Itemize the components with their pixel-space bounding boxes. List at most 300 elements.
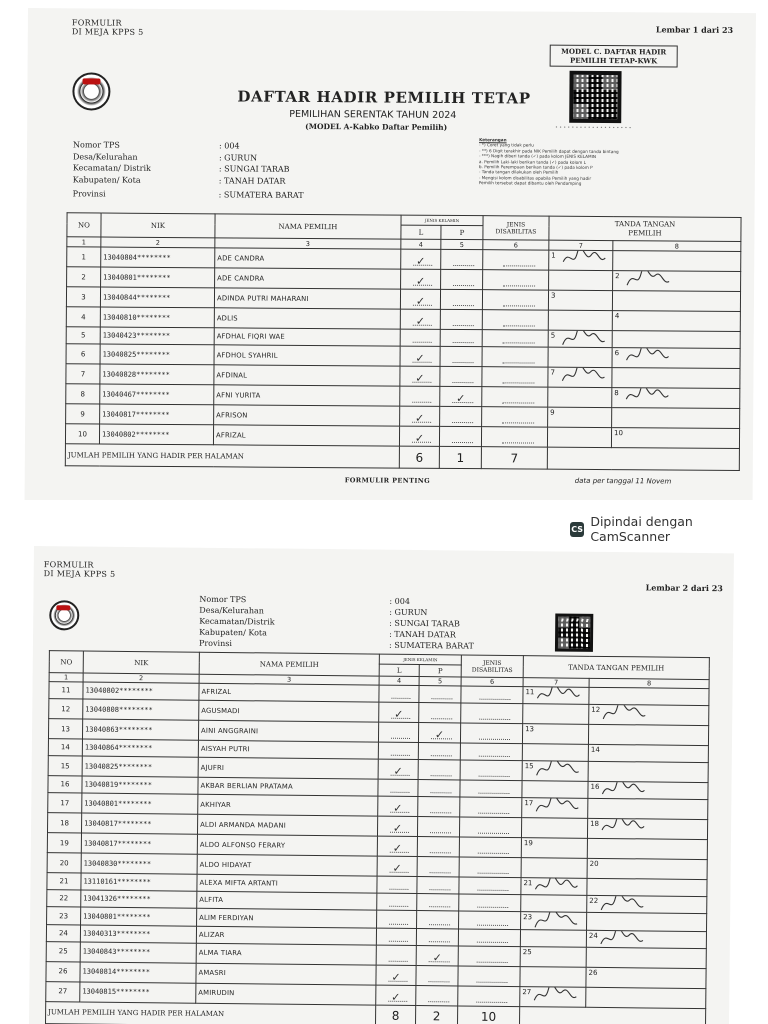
row-disabilitas	[461, 703, 523, 724]
row-signature-left	[548, 367, 612, 387]
row-disabilitas	[482, 330, 548, 348]
row-nik: 13040830********	[81, 853, 197, 874]
signature-number: 24	[588, 931, 598, 940]
row-signature-right	[613, 271, 741, 292]
row-disabilitas	[458, 966, 520, 987]
handwritten-signature	[625, 348, 671, 367]
row-gender-l	[376, 965, 416, 985]
row-signature-left	[547, 427, 611, 447]
handwritten-signature	[533, 878, 579, 896]
signature-number: 8	[614, 389, 619, 398]
col-index: 8	[589, 678, 709, 688]
col-index: 4	[401, 239, 441, 249]
signature-number: 7	[550, 368, 555, 377]
total-l: 8	[375, 1005, 415, 1024]
row-nama: AFRISON	[214, 405, 400, 426]
row-gender-l	[401, 269, 441, 289]
row-signature-right	[612, 408, 740, 429]
row-disabilitas	[483, 250, 549, 270]
row-gender-l	[400, 289, 440, 309]
row-no: 11	[49, 682, 83, 699]
row-signature-left	[522, 798, 588, 819]
row-signature-right	[587, 913, 707, 931]
row-disabilitas	[460, 743, 522, 761]
header-ttd-line2: PEMILIH	[628, 228, 662, 237]
row-nik: 13040801********	[81, 907, 197, 925]
row-signature-left	[522, 761, 588, 782]
row-disabilitas	[482, 407, 548, 427]
footer-date: data per tanggal 11 Novem	[574, 476, 672, 486]
header-nik: NIK	[101, 213, 215, 238]
row-signature-left	[520, 966, 586, 987]
header-no: NO	[67, 213, 101, 237]
row-gender-l	[400, 406, 440, 426]
row-disabilitas	[482, 367, 548, 387]
handwritten-signature	[561, 330, 607, 348]
row-gender-p	[440, 329, 482, 346]
table-body	[46, 682, 709, 1009]
signature-number: 14	[590, 745, 600, 755]
notes-block	[479, 137, 695, 187]
row-nama: AKBAR BERLIAN PRATAMA	[198, 777, 378, 796]
model-box	[550, 45, 678, 68]
row-nama: AISYAH PUTRI	[198, 740, 378, 759]
header-tanda-tangan	[549, 216, 741, 241]
header-ttd-line1: TANDA TANGAN	[614, 219, 676, 229]
info-value: : SUNGAI TARAB	[389, 618, 460, 629]
signature-number: 20	[589, 860, 599, 869]
header-jenis-kelamin: JENIS KELAMIN	[401, 215, 483, 226]
row-signature-right	[588, 762, 708, 783]
row-nama: AMASRI	[196, 963, 376, 985]
handwritten-signature	[560, 367, 606, 386]
row-nama: AJUFRI	[198, 757, 378, 779]
header-tanda-tangan: TANDA TANGAN PEMILIH	[523, 656, 709, 680]
qr-code-icon	[569, 71, 621, 123]
row-gender-p	[440, 407, 482, 427]
check-mark-l: ✓	[414, 411, 425, 425]
signature-number: 27	[522, 987, 532, 996]
row-nik: 13041326********	[81, 890, 197, 908]
row-signature-right	[588, 744, 708, 762]
row-no: 10	[65, 424, 99, 444]
row-nik: 13040863********	[82, 719, 198, 740]
signature-number: 1	[551, 251, 556, 260]
row-disabilitas	[458, 929, 520, 947]
kpu-logo-icon	[72, 72, 110, 110]
header-disabilitas-line1: JENIS	[506, 220, 526, 228]
row-nama: AGUSMADI	[199, 700, 379, 722]
row-nama: AKHIYAR	[198, 795, 378, 817]
signature-number: 13	[525, 725, 535, 734]
info-value: : GURUN	[218, 152, 258, 163]
row-nama: ALIM FERDIYAN	[197, 909, 377, 928]
header-disabilitas	[483, 216, 549, 240]
row-gender-l	[376, 985, 416, 1005]
row-gender-l	[377, 856, 417, 876]
col-index: 8	[613, 241, 741, 252]
row-disabilitas	[482, 347, 548, 367]
row-no: 20	[47, 853, 81, 873]
row-nik: 13040825********	[100, 344, 214, 365]
signature-number: 26	[588, 968, 598, 977]
row-no: 19	[47, 833, 81, 853]
row-signature-left	[521, 838, 587, 859]
row-nama: AFRIZAL	[213, 425, 399, 446]
header-p: P	[419, 665, 461, 677]
row-signature-left	[548, 347, 612, 367]
row-nama: ALDO ALFONSO FERARY	[197, 835, 377, 857]
row-signature-right	[589, 687, 709, 705]
row-gender-p	[440, 387, 482, 407]
signature-number: 19	[523, 839, 533, 848]
row-no: 12	[49, 699, 83, 719]
model-box-line2: PEMILIH TETAP-KWK	[569, 55, 658, 66]
col-index: 6	[461, 677, 523, 687]
row-no: 27	[46, 981, 80, 1001]
row-nik: 13040843********	[80, 942, 196, 963]
info-value: : TANAH DATAR	[218, 175, 286, 186]
col-index: 1	[67, 237, 101, 247]
row-nama: ALDI ARMANDA MADANI	[197, 815, 377, 837]
check-mark-p: ✓	[432, 950, 442, 964]
info-label: Provinsi	[198, 638, 232, 649]
kpu-logo-icon	[49, 600, 79, 630]
check-mark-l: ✓	[415, 294, 426, 308]
info-label: Kabupaten/ Kota	[199, 627, 267, 638]
row-gender-p	[417, 837, 459, 857]
header-no: NO	[49, 651, 83, 673]
row-no: 6	[66, 344, 100, 364]
camscanner-text: Dipindai dengan CamScanner	[590, 514, 693, 544]
check-mark-l: ✓	[392, 822, 403, 836]
row-nama: AFDHAL FIQRI WAE	[214, 328, 400, 346]
row-signature-right	[587, 879, 707, 897]
row-disabilitas	[482, 387, 548, 407]
row-signature-right	[587, 896, 707, 914]
note-line: - Mengisi kolom disabilitas apabila Pemilih yang hadir	[478, 174, 592, 181]
handwritten-signature	[534, 798, 580, 817]
header-nik: NIK	[83, 651, 199, 674]
row-nik: 13040828********	[100, 364, 214, 385]
info-value: : 004	[389, 596, 411, 606]
signature-number: 25	[522, 947, 532, 956]
row-nik: 13040815********	[80, 982, 196, 1003]
row-nik: 13110161********	[81, 873, 197, 891]
handwritten-signature	[601, 704, 647, 723]
row-gender-p	[417, 877, 459, 895]
row-nik: 13040810********	[100, 307, 214, 328]
check-mark-l: ✓	[391, 990, 401, 1004]
row-gender-p	[441, 249, 483, 269]
handwritten-signature	[600, 782, 646, 800]
formulir-line1: FORMULIR	[43, 560, 94, 570]
header-disabilitas	[461, 655, 523, 678]
attendance-sheet-page-1	[25, 8, 756, 505]
handwritten-signature	[561, 250, 607, 269]
row-gender-l	[377, 816, 417, 836]
row-nama: ALEXA MIFTA ARTANTI	[197, 875, 377, 894]
row-nik: 13040802********	[99, 424, 213, 445]
signature-number: 18	[590, 820, 600, 829]
row-gender-l	[377, 836, 417, 856]
row-nik: 13040804********	[101, 247, 215, 268]
row-gender-p	[440, 289, 482, 309]
row-disabilitas	[481, 427, 547, 447]
row-signature-left	[548, 290, 612, 310]
camscanner-logo-icon: CS	[570, 522, 584, 537]
row-gender-l	[377, 911, 417, 929]
signature-number: 6	[614, 349, 620, 358]
row-signature-right	[586, 930, 706, 948]
row-nik: 13040423********	[100, 327, 214, 345]
handwritten-signature	[532, 986, 578, 1005]
document-title: DAFTAR HADIR PEMILIH TETAP	[237, 87, 531, 108]
row-gender-l	[378, 722, 418, 742]
row-signature-right	[586, 987, 706, 1008]
row-signature-left	[549, 250, 613, 270]
row-no: 23	[47, 907, 81, 924]
check-mark-p: ✓	[434, 728, 445, 742]
total-signature-area	[547, 447, 739, 470]
info-row-provinsi	[199, 638, 474, 652]
row-disabilitas	[483, 270, 549, 290]
row-no: 22	[47, 890, 81, 907]
signature-number: 15	[524, 762, 534, 771]
row-gender-l	[400, 346, 440, 366]
total-l: 6	[399, 446, 439, 468]
row-gender-p	[418, 797, 460, 817]
row-no: 21	[47, 873, 81, 890]
info-value: : TANAH DATAR	[389, 629, 456, 640]
header-nama: NAMA PEMILIH	[215, 214, 401, 239]
voter-attendance-table	[45, 650, 710, 1024]
row-no: 4	[66, 307, 100, 327]
document-subtitle: PEMILIHAN SERENTAK TAHUN 2024	[289, 108, 457, 121]
col-index: 2	[101, 237, 215, 248]
row-signature-left	[523, 704, 589, 725]
row-signature-right	[612, 291, 740, 312]
row-signature-right	[589, 704, 709, 725]
row-nama: ALDO HIDAYAT	[197, 855, 377, 877]
note-line: - *) Coret yang tidak perlu	[479, 142, 534, 148]
row-disabilitas	[459, 857, 521, 878]
check-mark-p: ✓	[456, 392, 466, 406]
voter-attendance-table	[65, 212, 742, 471]
signature-number: 10	[614, 429, 623, 438]
row-gender-p	[440, 367, 482, 387]
check-mark-l: ✓	[392, 842, 403, 856]
row-no: 16	[48, 776, 82, 793]
col-index: 2	[83, 673, 199, 683]
row-gender-p	[416, 965, 458, 985]
row-signature-right	[611, 428, 739, 449]
row-signature-right	[612, 388, 740, 409]
row-gender-l	[376, 928, 416, 946]
note-line: - ***) Nagih diberi tanda (✓) pada kolom JENIS KELAMIN	[478, 153, 597, 160]
row-gender-l	[379, 702, 419, 722]
row-no: 13	[48, 719, 82, 739]
header-jenis-kelamin: JENIS KELAMIN	[379, 654, 461, 665]
row-gender-l	[376, 945, 416, 965]
row-disabilitas	[459, 837, 521, 858]
row-no: 14	[48, 739, 82, 756]
header-disabilitas-line1: JENIS	[483, 659, 502, 667]
total-signature-area	[519, 1006, 705, 1024]
row-nama: AINI ANGGRAINI	[198, 720, 378, 742]
row-gender-l	[400, 309, 440, 329]
row-no: 24	[46, 924, 80, 941]
row-disabilitas	[460, 797, 522, 818]
row-signature-right	[586, 947, 706, 968]
footer-label: FORMULIR PENTING	[344, 476, 431, 485]
row-nama: ALIZAR	[196, 926, 376, 945]
row-gender-l	[378, 742, 418, 760]
row-nik: 13040802********	[83, 682, 199, 700]
row-nama: ADLIS	[214, 308, 400, 329]
row-disabilitas	[461, 686, 523, 704]
row-signature-right	[613, 251, 741, 272]
row-gender-p	[416, 985, 458, 1005]
row-no: 7	[66, 364, 100, 384]
row-signature-left	[548, 407, 612, 427]
row-gender-p	[440, 309, 482, 329]
row-no: 26	[46, 961, 80, 981]
row-gender-l	[379, 685, 419, 703]
row-nama: ADINDA PUTRI MAHARANI	[214, 288, 400, 309]
row-disabilitas	[458, 986, 520, 1007]
total-label: JUMLAH PEMILIH YANG HADIR PER HALAMAN	[46, 1001, 376, 1024]
location-info	[199, 594, 474, 652]
note-line: - **) 6 Digit terakhir pada NIK Pemilih dapat dengan tanda bintang	[478, 147, 619, 154]
row-gender-p	[418, 743, 460, 761]
row-disabilitas	[460, 760, 522, 781]
info-row-kabupaten	[73, 174, 304, 187]
camscanner-badge	[570, 514, 768, 544]
signature-number: 17	[524, 799, 534, 808]
note-line: - Tanda tangan dilakukan oleh Pemilih	[478, 169, 559, 176]
row-signature-right	[587, 859, 707, 880]
row-gender-p	[417, 894, 459, 912]
signature-number: 22	[589, 897, 599, 906]
info-label: Kabupaten/ Kota	[72, 174, 141, 185]
row-disabilitas	[459, 877, 521, 895]
sheet-number: Lembar 1 dari 23	[655, 24, 734, 35]
header-l: L	[379, 664, 419, 676]
row-nama: ADE CANDRA	[215, 248, 401, 269]
row-disabilitas	[459, 894, 521, 912]
row-gender-p	[416, 945, 458, 965]
row-gender-p	[417, 857, 459, 877]
row-signature-right	[612, 311, 740, 332]
col-index: 7	[523, 678, 589, 688]
attendance-sheet-page-2	[29, 546, 734, 1024]
col-index: 4	[379, 676, 419, 685]
row-signature-left	[520, 946, 586, 967]
header-l: L	[401, 225, 441, 239]
info-value: : SUMATERA BARAT	[388, 640, 474, 651]
row-signature-left	[548, 310, 612, 330]
check-mark-l: ✓	[392, 862, 402, 876]
row-gender-l	[399, 426, 439, 446]
row-signature-left	[521, 912, 587, 930]
row-gender-p	[419, 686, 461, 704]
info-label: Desa/Kelurahan	[72, 151, 138, 162]
row-nik: 13040825********	[82, 756, 198, 777]
model-subtitle: (MODEL A-Kabko Daftar Pemilih)	[305, 121, 448, 132]
row-gender-l	[377, 893, 417, 911]
row-gender-l	[378, 779, 418, 797]
info-value: : 004	[219, 141, 240, 151]
info-value: : SUMATERA BARAT	[218, 190, 304, 200]
row-disabilitas	[459, 817, 521, 838]
row-nama: AFDHOL SYAHRIL	[214, 345, 400, 366]
row-gender-p	[418, 723, 460, 743]
header-nama: NAMA PEMILIH	[199, 652, 379, 676]
location-info	[73, 139, 304, 201]
row-signature-left	[521, 818, 587, 839]
info-row-provinsi	[73, 188, 304, 201]
handwritten-signature	[535, 761, 581, 780]
handwritten-signature	[535, 687, 581, 705]
col-index: 5	[441, 239, 483, 249]
row-nama: ALFITA	[197, 892, 377, 911]
check-mark-l: ✓	[415, 351, 425, 365]
row-gender-l	[400, 366, 440, 386]
row-no: 15	[48, 756, 82, 776]
row-signature-left	[522, 744, 588, 762]
row-gender-l	[401, 249, 441, 269]
info-label: Nomor TPS	[73, 140, 120, 150]
header-disabilitas-line2: DISABILITAS	[471, 666, 513, 674]
row-gender-l	[378, 796, 418, 816]
row-signature-left	[549, 270, 613, 290]
info-label: Kecamatan/ Distrik	[72, 163, 151, 173]
formulir-label	[44, 560, 116, 579]
row-nama: AFRIZAL	[199, 683, 379, 702]
row-disabilitas	[459, 911, 521, 929]
note-line: b. Pemilih Perempuan berikan tanda (✓) pada kolom P	[478, 164, 593, 170]
row-disabilitas	[458, 946, 520, 967]
notes-title: Keterangan	[479, 137, 507, 143]
table-body	[65, 247, 740, 449]
row-signature-left	[523, 687, 589, 705]
signature-number: 21	[523, 879, 533, 888]
row-no: 1	[67, 247, 101, 267]
info-value: : SUNGAI TARAB	[218, 164, 290, 174]
row-no: 3	[66, 287, 100, 307]
row-gender-l	[377, 876, 417, 894]
row-no: 25	[46, 941, 80, 961]
handwritten-signature	[533, 912, 579, 930]
formulir-line2: DI MEJA KPPS 5	[43, 569, 116, 579]
signature-number: 3	[550, 291, 556, 300]
total-all: 10	[457, 1006, 519, 1024]
signature-number: 5	[550, 331, 556, 340]
row-no: 18	[47, 813, 81, 833]
row-gender-l	[400, 386, 440, 406]
row-signature-right	[588, 799, 708, 820]
check-mark-l: ✓	[415, 371, 425, 385]
row-nik: 13040814********	[80, 962, 196, 983]
row-gender-p	[417, 817, 459, 837]
col-index: 6	[483, 240, 549, 250]
row-disabilitas	[460, 723, 522, 744]
signature-number: 16	[590, 783, 600, 792]
row-gender-p	[441, 269, 483, 289]
handwritten-signature	[599, 930, 645, 948]
row-gender-l	[378, 759, 418, 779]
